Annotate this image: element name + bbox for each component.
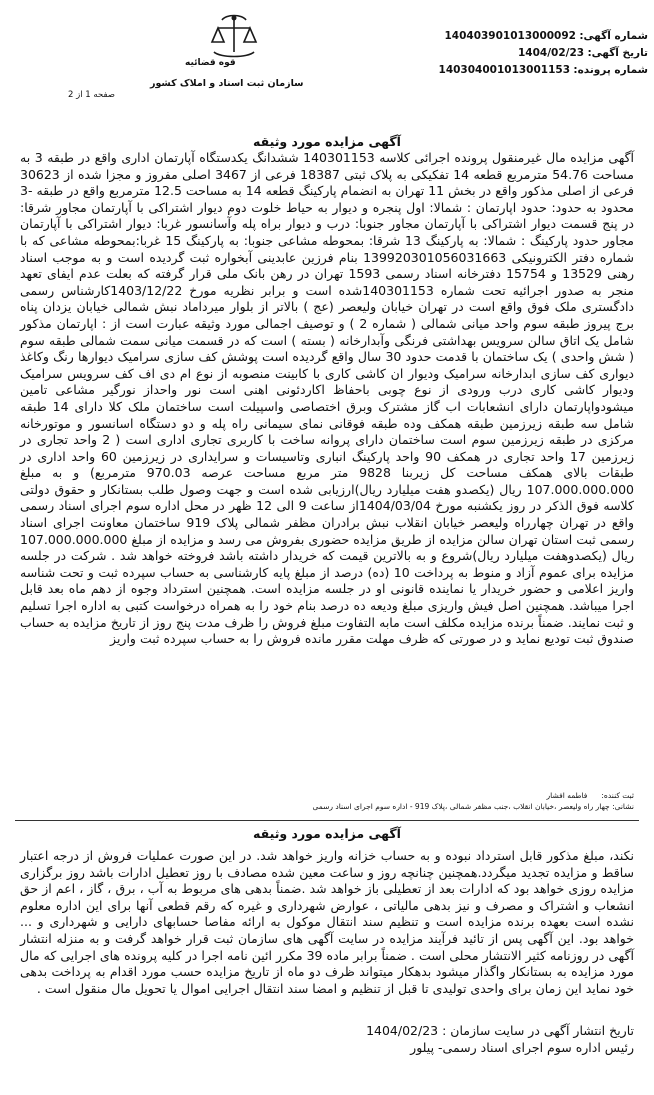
- registrar-label: ثبت کننده:: [601, 791, 634, 800]
- registry-org-label: سازمان ثبت اسناد و املاک کشور: [150, 78, 304, 89]
- page-number: صفحه 1 از 2: [68, 90, 115, 100]
- office-address: نشانی: چهار راه ولیعصر ،خیابان انقلاب ،جنب مظفر شمالی ،پلاک 919 - اداره سوم اجرای اسناد رسمی: [312, 802, 634, 811]
- notice-body: آگهی مزایده مال غیرمنقول پرونده اجرائی کلاسه 140301153 ششدانگ یکدستگاه آپارتمان اداری واقع در طبقه 3 به مساحت 54.76 مترمربع قطعه 14 تفکیکی به پلاک ثبتی 18387 فرعی از 3467 اصلی مفروز و مجزا شده از 30623 فرعی از اصلی مذکور واقع در بخش 11 تهران به انضمام پارکینگ قطعه 14 به مساحت 12.5 مترمربع واقع در طبقه -3 محدود به حدود: حدود اپارتمان : شمالا: اول پنجره و دیوار به حیاط خلوت دوم دیوار اشتراکی با آپارتمان مجاور شرقا: در پنج قسمت دیوار اشتراکی با آپارتمان مجاور جنوبا: درب و دیوار براه پله وآسانسور غربا: دیوار اشتراکی با آپارتمان مجاور حدود پارکینگ : شمالا: به پارکینگ 13 شرقا: بمحوطه مشاعی جنوبا: به پارکینگ 15 غربا:بمحوطه مشاعی که با شماره دفتر الکترونیکی 139920301056031663 بنام فرزین عابدینی آبخواره ثبت گردیده است و به موجب اسناد رهنی 13529 و 15754 دفترخانه اسناد رسمی 1593 تهران در رهن بانک ملی قرار گرفته که بعلت عدم ایفای تعهد منجر به صدور اجرائیه تحت شماره 140301153شده است و برابر نظریه مورخ 1403/12/22کارشناس رسمی دادگستری ملک فوق واقع است در تهران خیابان ولیعصر (عج ) بالاتر از بلوار میرداماد نبش شمالی خیابان یزدان پناه برج پیروز طبقه سوم واحد میانی شمالی ( شماره 2 ) و توصیف اجمالی مورد وثیقه عبارت است از : اپارتمان مذکور شامل یک اتاق سالن سرویس بهداشتی فرنگی وآبدارخانه ( بسته ) است که در قسمت میانی سمت شمالی طبقه سوم ( شش واحدی ) یک ساختمان با قدمت حدود 30 سال واقع گردیده است پوشش کف سازی سرامیک دیوارها رنگ وکاغذ دیواری کف سازی ابدارخانه سرامیک ودیوار ان کاشی کاری با کابینت منصوبه از نوع ام دی اف کف سرویس سرامیک ودیوار کاشی کاری درب ورودی از نوع چوبی باحفاظ اکاردئونی اهنی است نور واحداز نورگیر مشاعی تامین میشودواپارتمان دارای انشعابات اب گاز مشترک وبرق اختصاصی واسپیلت است ساختمان ملک کلا دارای 14 طبقه شامل سه طبقه زیرزمین طبقه همکف وده طبقه فوقانی نمای سیمانی راه پله و دو دستگاه اسانسور و موتورخانه مرکزی در طبقه زیرزمین سوم است ساختمان دارای پروانه ساخت با کاربری تجاری اداری است ( 2 واحد تجاری در زیرزمین 17 واحد تجاری در همکف 90 واحد پارکینگ انباری وتاسیسات و سرایداری در زیرزمین 60 واحد اداری در طبقات بالای همکف مساحت کل زیربنا 9828 متر مربع مساحت عرصه 970.03 مترمربع) و به مبلغ 107.000.000.000 ریال (یکصدو هفت میلیارد ریال)ارزیابی شده است و جهت وصول طلب بستانکار و حقوق دولتی کلاسه فوق الذکر در روز یکشنبه مورخ 1404/03/04از ساعت 9 الی 12 ظهر در محل اداره سوم اجرای اسناد رسمی واقع در تهران چهارراه ولیعصر خیابان انقلاب نبش برادران مظفر شمالی پلاک 919 ساختمان معاونت اجرای اسناد رسمی ثبت استان تهران سالن مزایده از طریق مزایده حضوری بفروش می رسد و مزایده از مبلغ 107.000.000.000 ریال (یکصدوهفت میلیارد ریال)شروع و به بالاترین قیمت که خریدار داشته باشد فروخته خواهد شد . شرکت در جلسه مزایده برای عموم آزاد و منوط به پرداخت 10 (ده) درصد از مبلغ پایه کارشناسی به حساب سپرده ثبت و تحت شناسه واریز اعلامی و حضور خریدار یا نماینده قانونی او در جلسه مزایده است. همچنین استرداد وجوه از دهم ماه بعد قابل اجرا میباشد. همچنین اصل فیش واریزی مبلغ ودیعه ده درصد بنام خود را به همراه درخواست کتبی به اداره اجرا تسلیم و ثبت نمایند. ضمناً برنده مزایده مکلف است مابه التفاوت مبلغ فروش را ظرف مدت پنج روز از تاریخ مزایده به حساب صندوق ثبت تودیع نماید و در صورتی که ظرف مهلت مقرر مانده فروش را به حساب سپرده ثبت واریز: [20, 150, 635, 647]
- registrar-name: فاطمه افشار: [546, 791, 588, 800]
- publication-date-label: تاریخ انتشار آگهی در سایت سازمان :: [442, 1023, 634, 1038]
- publication-date: 1404/02/23: [366, 1023, 439, 1038]
- notice-title-continued: آگهی مزایده مورد وثیقه: [253, 826, 401, 841]
- notice-title: آگهی مزایده مورد وثیقه: [253, 134, 401, 149]
- file-number: 140304001013001153: [438, 64, 571, 76]
- judiciary-label: قوه قضائیه: [185, 58, 236, 68]
- ad-date-label: تاریخ آگهی:: [587, 47, 648, 59]
- ad-meta: [398, 28, 648, 79]
- ad-number-label: شماره آگهی:: [579, 30, 648, 42]
- ad-date: 1404/02/23: [517, 47, 585, 59]
- document-header: [0, 0, 654, 118]
- signer: رئیس اداره سوم اجرای اسناد رسمی- پیلور: [410, 1039, 634, 1055]
- notice-body-continued: نکند، مبلغ مذکور قابل استرداد نبوده و به حساب خزانه واریز خواهد شد. در این صورت عملیات فروش از درجه اعتبار ساقط و مزایده تجدید میگردد.همچنین چنانچه روز و ساعت معین شده مصادف با روز تعطیل ادارات باشد روز برگزاری مزایده روزی خواهد بود که ادارات بعد از تعطیلی باز خواهد شد .ضمناً بدهی های مربوط به آب ، برق ، گاز ، اعم از حق انشعاب و اشتراک و مصرف و نیز بدهی مالیاتی ، عوارض شهرداری و غیره که رقم قطعی آنها برای این اداره معلوم نشده است بعهده برنده مزایده است و تنظیم سند انتقال موکول به ارائه مفاصا حسابهای دارایی و شهرداری و ... خواهد بود. این آگهی پس از تائید فرآیند مزایده در سایت آگهی های سازمان ثبت قرار خواهد گرفت و به منزله انتشار آگهی در روزنامه کثیر الانتشار محلی است . ضمناً برابر ماده 39 مکرر ائین نامه اجرا در کلیه پرونده های اجرایی که مال مورد مزایده به بستانکار واگذار میشود بدهکار میتواند ظرف دو ماه از تاریخ مزایده حسب مورد اقدام به پرداخت بدهی خود نماید این زمان برای واحدی تولیدی تا قبل از تنظیم و امضا سند انتقال اجرایی اموال یا تحویل مال منقول است .: [20, 848, 634, 996]
- ad-number: 140403901013000092: [444, 30, 576, 42]
- divider: [15, 820, 639, 821]
- signature-block: [20, 1023, 634, 1056]
- registration-info: [20, 790, 634, 812]
- file-number-label: شماره پرونده:: [573, 64, 648, 76]
